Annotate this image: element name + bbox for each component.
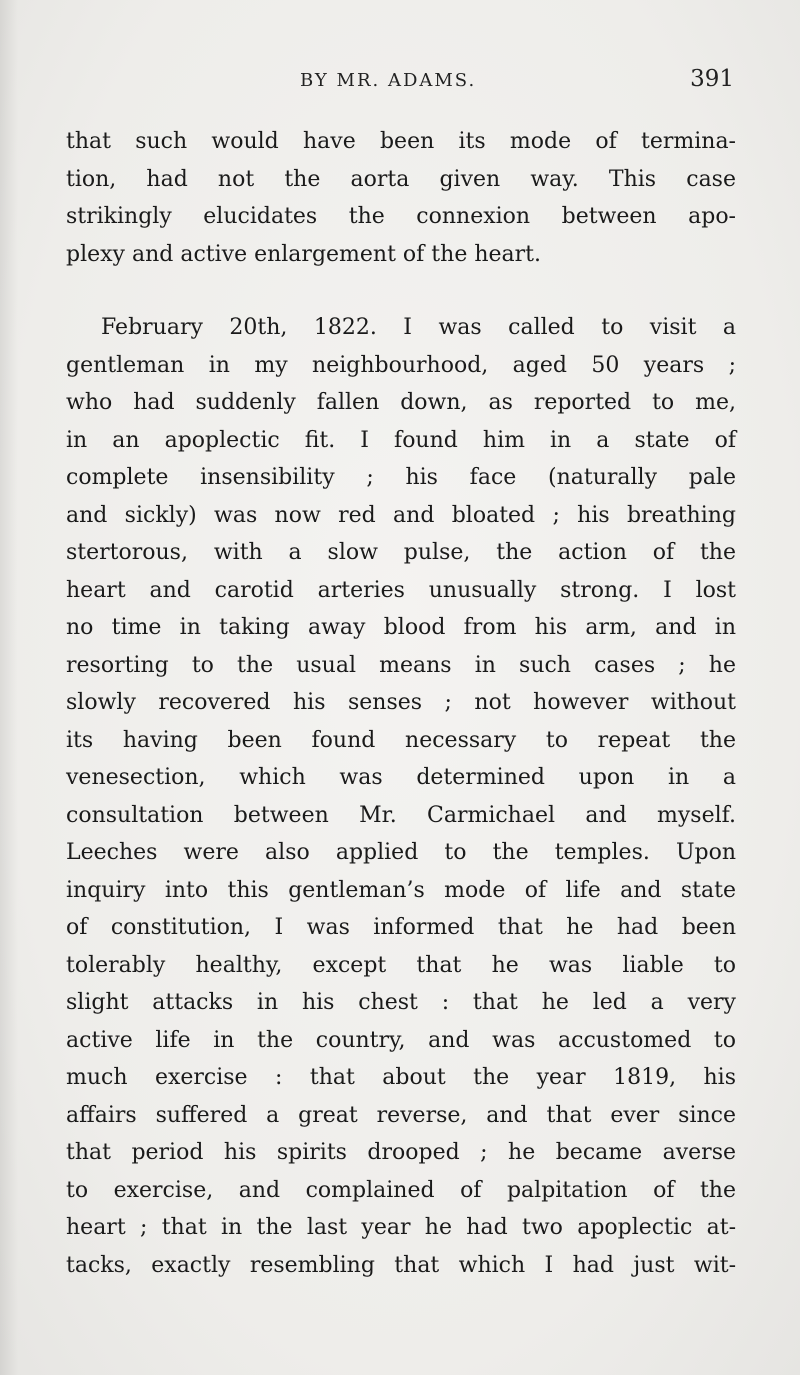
text-line: tion, had not the aorta given way. This case bbox=[66, 166, 736, 192]
text-line: in an apoplectic fit. I found him in a state of bbox=[66, 427, 736, 453]
text-line: tacks, exactly resembling that which I had just wit- bbox=[66, 1252, 736, 1278]
text-line: strikingly elucidates the connexion between apo- bbox=[66, 204, 736, 229]
paragraph-gap bbox=[66, 273, 736, 309]
text-line: that such would have been its mode of termina- bbox=[66, 129, 736, 154]
page-edge-shadow bbox=[0, 0, 18, 1375]
text-line: who had suddenly fallen down, as reported to me, bbox=[66, 390, 736, 415]
paragraph-case-report bbox=[66, 309, 736, 1284]
text-line: affairs suffered a great reverse, and that ever since bbox=[66, 1102, 736, 1128]
text-line: inquiry into this gentleman’s mode of life and state bbox=[66, 877, 736, 903]
text-line: of constitution, I was informed that he had been bbox=[66, 915, 736, 940]
text-line: much exercise : that about the year 1819, his bbox=[66, 1065, 736, 1090]
text-line: resorting to the usual means in such cases ; he bbox=[66, 652, 736, 678]
text-line: February 20th, 1822. I was called to visit a bbox=[101, 315, 736, 340]
text-line: active life in the country, and was accustomed to bbox=[66, 1027, 736, 1053]
text-line: venesection, which was determined upon in a bbox=[66, 765, 736, 790]
text-line: no time in taking away blood from his arm, and in bbox=[66, 615, 736, 640]
text-line: plexy and active enlargement of the heart. bbox=[66, 241, 541, 267]
text-line: gentleman in my neighbourhood, aged 50 years ; bbox=[66, 352, 736, 378]
text-line: tolerably healthy, except that he was liable to bbox=[66, 952, 736, 978]
paragraph-continuation bbox=[66, 123, 736, 273]
body-text bbox=[66, 123, 736, 1284]
running-head bbox=[300, 66, 734, 100]
text-line: complete insensibility ; his face (naturally pale bbox=[66, 465, 736, 490]
text-line: stertorous, with a slow pulse, the action of the bbox=[66, 540, 736, 565]
text-line: its having been found necessary to repeat the bbox=[66, 727, 736, 753]
text-line: slight attacks in his chest : that he led a very bbox=[66, 990, 736, 1015]
text-line: that period his spirits drooped ; he became averse bbox=[66, 1140, 736, 1165]
text-line: slowly recovered his senses ; not however without bbox=[66, 690, 736, 715]
running-title: BY MR. ADAMS. bbox=[300, 70, 477, 91]
text-line: and sickly) was now red and bloated ; his breathing bbox=[66, 502, 736, 528]
text-line: heart ; that in the last year he had two apoplectic at- bbox=[66, 1215, 736, 1240]
text-line: to exercise, and complained of palpitation of the bbox=[66, 1177, 736, 1203]
text-line: heart and carotid arteries unusually strong. I lost bbox=[66, 577, 736, 603]
page-number: 391 bbox=[690, 66, 734, 92]
text-line: Leeches were also applied to the temples. Upon bbox=[66, 840, 736, 865]
text-line: consultation between Mr. Carmichael and myself. bbox=[66, 802, 736, 828]
